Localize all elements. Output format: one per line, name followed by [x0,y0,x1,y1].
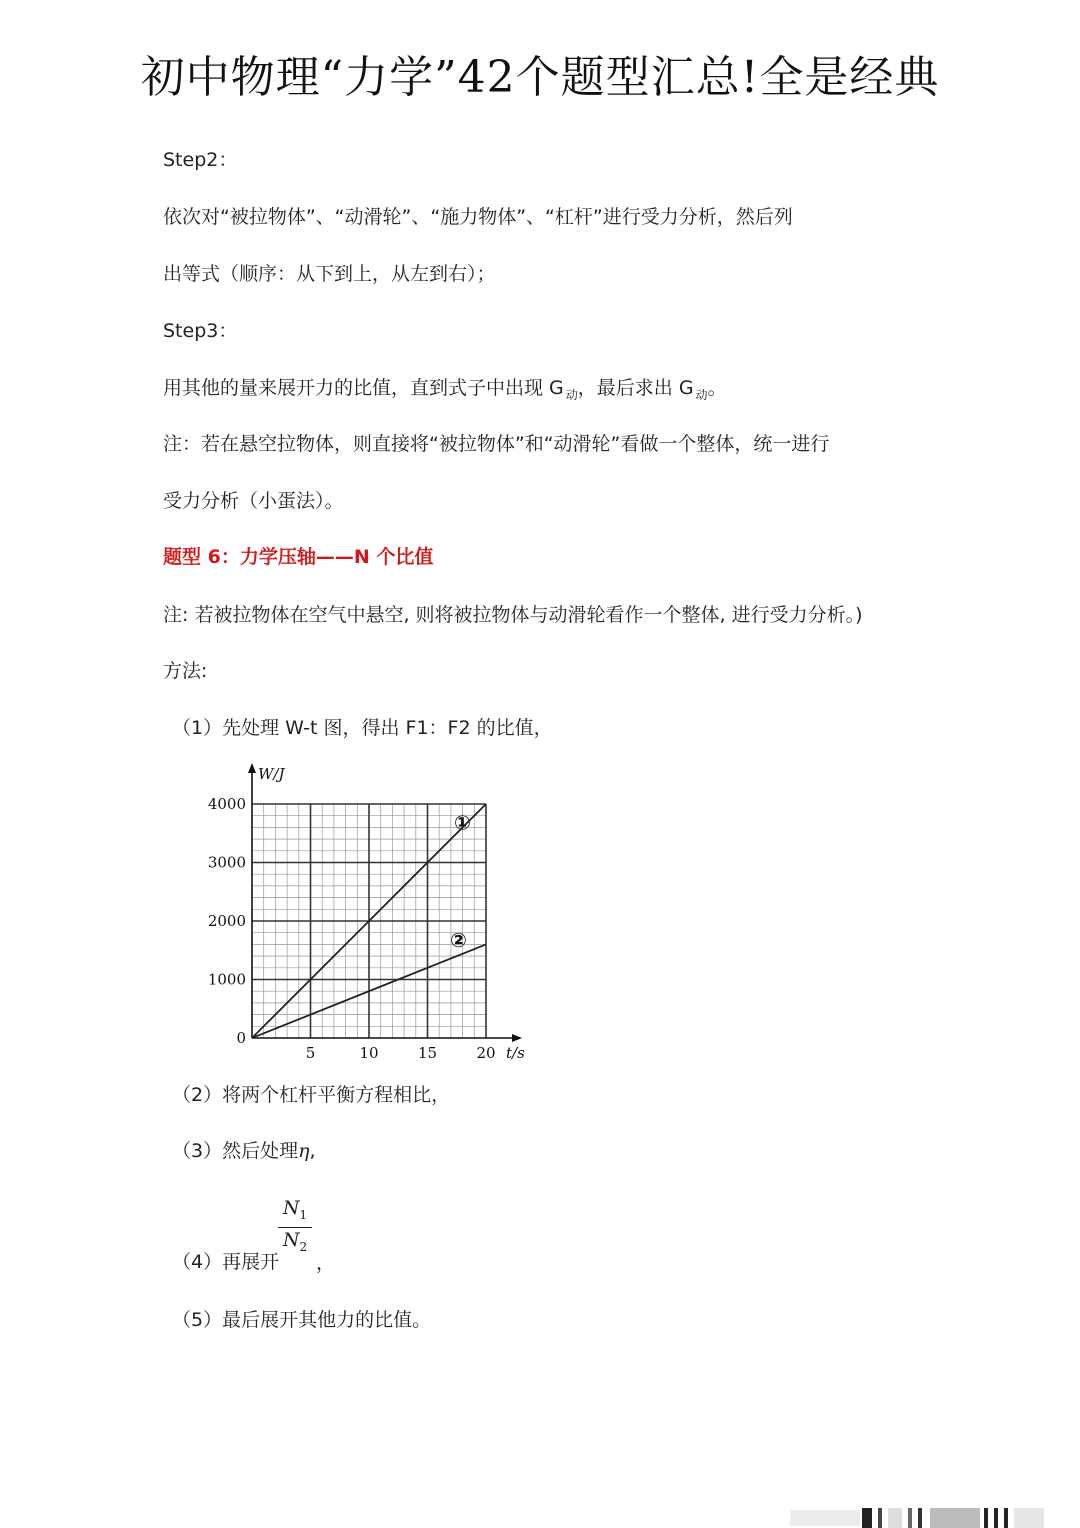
step3-text [163,374,943,404]
step-item-1: （1）先处理 W-t 图，得出 F1：F2 的比值， [172,717,553,739]
toolbar-block [908,1508,912,1528]
method-label: 方法: [163,660,208,682]
section-heading: 题型 6：力学压轴——N 个比值 [163,546,434,568]
x-tick-label: 10 [359,1044,379,1062]
toolbar-block [878,1508,882,1528]
step2-label: Step2： [163,149,238,171]
x-axis-arrow [512,1034,522,1042]
x-axis-label: t/s [506,1044,525,1062]
step2-text-line1: 依次对“被拉物体”、“动滑轮”、“施力物体”、“杠杆”进行受力分析，然后列 [163,206,793,228]
step-item-3-text: （3）然后处理 [172,1140,299,1162]
x-tick-label: 20 [476,1044,496,1062]
y-tick-label: 4000 [207,795,246,813]
toolbar-block [984,1508,988,1528]
step3-text-c: 。 [707,377,727,399]
note1-line2: 受力分析（小蛋法）。 [163,490,344,512]
tick-labels [208,765,525,1062]
fraction-numerator: $N_1$ [282,1197,308,1222]
step3-text-b: ，最后求出 G [577,377,694,399]
toolbar-block [930,1508,980,1528]
note2: 注: 若被拉物体在空气中悬空, 则将被拉物体与动滑轮看作一个整体, 进行受力分析。) [163,604,863,626]
series-label-1: ① [453,810,471,835]
subscript-dong-2: 动 [695,388,708,402]
step-item-5: （5）最后展开其他力的比值。 [172,1309,432,1331]
x-tick-label: 5 [305,1044,316,1062]
step3-text-a: 用其他的量来展开力的比值，直到式子中出现 G [163,377,564,399]
y-tick-label: 0 [236,1029,246,1047]
step-item-4-comma: ， [316,1252,336,1274]
toolbar-block [1014,1508,1044,1528]
step-item-3 [172,1137,952,1165]
step-item-3-comma: , [309,1140,316,1162]
step3-label: Step3： [163,320,238,342]
subscript-dong: 动 [565,388,578,402]
fraction-denominator: $N_2$ [278,1227,312,1259]
toolbar-block [994,1508,998,1528]
eta-symbol: η [298,1140,310,1162]
toolbar-block [1004,1508,1008,1528]
x-tick-label: 15 [417,1044,438,1062]
series-label-2: ② [449,928,467,953]
y-axis-label: W/J [258,765,285,783]
bottom-toolbar-strip [790,1506,1060,1528]
step-item-2: （2）将两个杠杆平衡方程相比， [172,1084,451,1106]
note1-line1: 注：若在悬空拉物体，则直接将“被拉物体”和“动滑轮”看做一个整体，统一进行 [163,433,830,455]
toolbar-block [918,1508,922,1528]
y-tick-label: 2000 [207,912,246,930]
page-title: 初中物理“力学”42个题型汇总!全是经典 [140,52,940,103]
step-item-4: （4）再展开 [172,1251,280,1273]
toolbar-block [862,1508,872,1528]
work-time-chart [200,755,540,1065]
y-axis-arrow [248,763,256,773]
y-tick-label: 3000 [207,853,246,872]
toolbar-bar [790,1510,860,1526]
y-tick-label: 1000 [207,970,246,989]
step2-text-line2: 出等式（顺序：从下到上，从左到右）； [163,263,496,285]
toolbar-block [888,1508,902,1528]
